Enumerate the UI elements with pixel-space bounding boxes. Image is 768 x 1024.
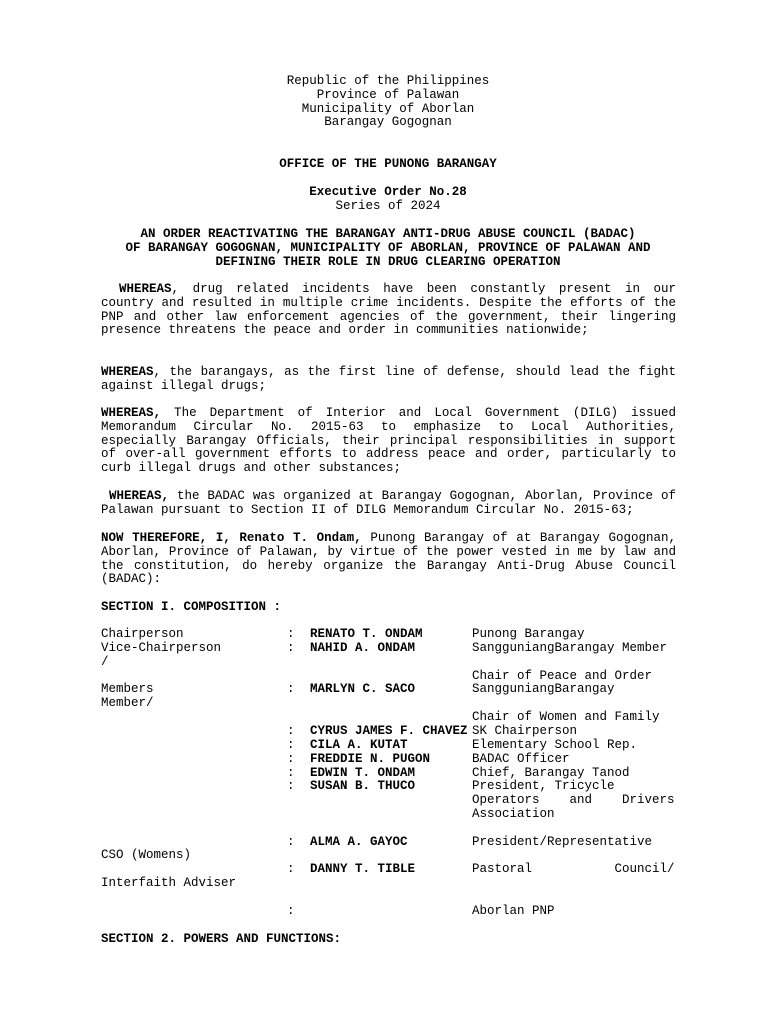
whereas-paragraph-4 [101, 490, 676, 518]
paragraph-text: , the barangays, as the first line of defense, should lead the fight against illegal drugs; [101, 365, 676, 393]
member-position: Chair of Women and Family [472, 710, 660, 724]
country-line: Republic of the Philippines [286, 74, 490, 88]
role-label: Vice-Chairperson [101, 641, 222, 655]
order-title-line: DEFINING THEIR ROLE IN DRUG CLEARING OPERATION [215, 254, 561, 269]
member-name: ALMA A. GAYOC [310, 835, 408, 849]
member-name: FREDDIE N. PUGON [310, 752, 431, 766]
member-position: Punong Barangay [472, 627, 585, 641]
colon-separator: : [287, 766, 295, 780]
colon-separator: : [287, 627, 295, 641]
table-row [0, 697, 768, 711]
whereas-label: WHEREAS, [109, 489, 170, 503]
table-row [0, 725, 768, 739]
role-label: CSO (Womens) [101, 848, 192, 862]
colon-separator: : [287, 738, 295, 752]
member-position: Elementary School Rep. [472, 738, 638, 752]
member-position: SK Chairperson [472, 724, 578, 738]
order-title-line: AN ORDER REACTIVATING THE BARANGAY ANTI-DRUG ABUSE COUNCIL (BADAC) [140, 227, 636, 241]
executive-order-heading [0, 186, 768, 214]
section-1-heading: SECTION I. COMPOSITION : [101, 600, 282, 614]
table-row [0, 808, 768, 822]
whereas-paragraph-1 [101, 283, 676, 338]
table-row [0, 863, 768, 877]
whereas-paragraph-2 [101, 366, 676, 394]
section-2-heading: SECTION 2. POWERS AND FUNCTIONS: [101, 932, 342, 946]
member-position: Pastoral Council/ [472, 862, 675, 876]
paragraph-text: Punong Barangay of at Barangay Gogognan, Aborlan, Province of Palawan, by virtue of the power vested in me by law and the constitution, do hereby organize the Barangay Anti-Drug Abuse Council (BADAC): [101, 531, 676, 587]
paragraph-text: The Department of Interior and Local Government (DILG) issued Memorandum Circular No. 2015-63 to emphasize to Local Authorities, especially Barangay Officials, their principal responsibilities in support of over-all government efforts to address peace and order, particularly to curb illegal drugs and other substances; [101, 406, 676, 476]
colon-separator: : [287, 641, 295, 655]
order-title [0, 228, 768, 269]
member-name: NAHID A. ONDAM [310, 641, 416, 655]
member-name: SUSAN B. THUCO [310, 779, 416, 793]
colon-separator: : [287, 724, 295, 738]
paragraph-text: the BADAC was organized at Barangay Gogognan, Aborlan, Province of Palawan pursuant to Section II of DILG Memorandum Circular No. 2015-63; [101, 489, 676, 517]
table-row [0, 905, 768, 919]
paragraph-text: , drug related incidents have been constantly present in our country and resulted in multiple crime incidents. Despite the efforts of the PNP and other law enforcement agencies of the government, their lingering presence threatens the peace and order in communities nationwide; [101, 282, 676, 338]
colon-separator: : [287, 904, 295, 918]
colon-separator: : [287, 779, 295, 793]
role-label: Members [101, 682, 154, 696]
member-name: RENATO T. ONDAM [310, 627, 423, 641]
table-row [0, 642, 768, 656]
table-row [0, 877, 768, 891]
whereas-label: WHEREAS [119, 282, 172, 296]
member-position: President, Tricycle [472, 779, 615, 793]
letterhead [0, 75, 768, 130]
role-label: / [101, 655, 109, 669]
member-name: MARLYN C. SACO [310, 682, 416, 696]
barangay-line: Barangay Gogognan [324, 115, 452, 130]
executive-order-number: Executive Order No.28 [309, 185, 467, 199]
role-label: Member/ [101, 696, 154, 710]
table-row [0, 739, 768, 753]
member-name: CYRUS JAMES F. CHAVEZ [310, 724, 468, 738]
table-row [0, 711, 768, 725]
office-title: OFFICE OF THE PUNONG BARANGAY [279, 157, 497, 171]
colon-separator: : [287, 835, 295, 849]
now-therefore-paragraph [101, 532, 676, 587]
member-position: Chair of Peace and Order [472, 669, 653, 683]
executive-order-series: Series of 2024 [335, 198, 441, 213]
whereas-label: WHEREAS, [101, 406, 162, 420]
member-position: Association [472, 807, 555, 821]
colon-separator: : [287, 682, 295, 696]
role-label: Chairperson [101, 627, 184, 641]
table-row [0, 683, 768, 697]
member-position: BADAC Officer [472, 752, 570, 766]
member-position: Chief, Barangay Tanod [472, 766, 630, 780]
order-title-line: OF BARANGAY GOGOGNAN, MUNICIPALITY OF ABORLAN, PROVINCE OF PALAWAN AND [125, 240, 651, 255]
member-name: DANNY T. TIBLE [310, 862, 416, 876]
municipality-line: Municipality of Aborlan [301, 101, 475, 116]
table-row [0, 656, 768, 670]
member-name: CILA A. KUTAT [310, 738, 408, 752]
table-row [0, 628, 768, 642]
colon-separator: : [287, 752, 295, 766]
province-line: Province of Palawan [316, 87, 460, 102]
member-position: SangguniangBarangay [472, 682, 615, 696]
whereas-paragraph-3 [101, 407, 676, 476]
table-row [0, 794, 768, 808]
table-row [0, 753, 768, 767]
role-label: Interfaith Adviser [101, 876, 237, 890]
member-position: President/Representative [472, 835, 653, 849]
member-position: Aborlan PNP [472, 904, 555, 918]
member-position: SangguniangBarangay Member [472, 641, 668, 655]
table-row [0, 780, 768, 794]
table-row [0, 849, 768, 863]
colon-separator: : [287, 862, 295, 876]
now-therefore-label: NOW THEREFORE, I, Renato T. Ondam, [101, 531, 362, 545]
member-position: Operators and Drivers [472, 793, 675, 807]
whereas-label: WHEREAS [101, 365, 154, 379]
member-name: EDWIN T. ONDAM [310, 766, 416, 780]
